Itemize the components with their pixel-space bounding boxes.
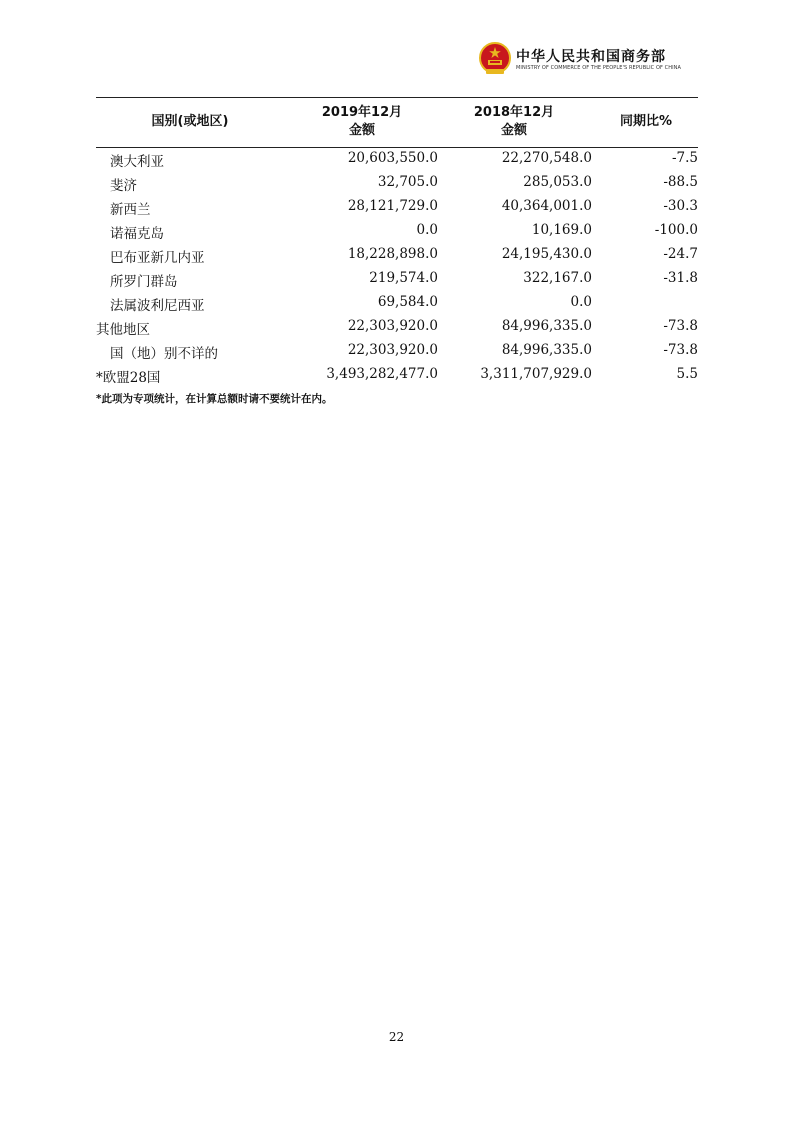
row-yoy: -88.5 [663, 174, 698, 190]
table-row [96, 268, 698, 292]
table-row [96, 364, 698, 388]
table-row [96, 316, 698, 340]
row-amount-2019: 22,303,920.0 [347, 318, 438, 334]
row-amount-2018: 0.0 [570, 294, 592, 310]
header-2018-line1: 2018年12月 [473, 105, 555, 120]
header-2018-line2: 金额 [500, 123, 527, 138]
row-amount-2018: 24,195,430.0 [501, 246, 592, 262]
row-amount-2019: 0.0 [416, 222, 438, 238]
row-amount-2018: 84,996,335.0 [501, 318, 592, 334]
row-name: 澳大利亚 [110, 154, 164, 170]
table-row [96, 148, 698, 172]
table-top-rule [96, 97, 698, 98]
row-amount-2018: 10,169.0 [531, 222, 592, 238]
row-yoy: -73.8 [663, 318, 698, 334]
row-amount-2019: 20,603,550.0 [347, 150, 438, 166]
row-yoy: 5.5 [676, 366, 698, 382]
row-amount-2019: 3,493,282,477.0 [326, 366, 438, 382]
row-amount-2019: 32,705.0 [377, 174, 438, 190]
row-amount-2019: 28,121,729.0 [347, 198, 438, 214]
row-yoy: -7.5 [671, 150, 698, 166]
row-yoy: -24.7 [663, 246, 698, 262]
header-country: 国别(或地区) [151, 114, 229, 129]
row-name: 法属波利尼西亚 [110, 298, 205, 314]
row-amount-2018: 40,364,001.0 [501, 198, 592, 214]
row-amount-2018: 84,996,335.0 [501, 342, 592, 358]
ministry-logo [478, 42, 682, 78]
row-yoy: -30.3 [663, 198, 698, 214]
ministry-name-en: MINISTRY OF COMMERCE OF THE PEOPLE'S REPUBLIC OF CHINA [516, 65, 682, 71]
table-row [96, 340, 698, 364]
row-name: 国（地）别不详的 [110, 346, 218, 362]
row-amount-2018: 22,270,548.0 [501, 150, 592, 166]
header-yoy: 同期比% [619, 114, 673, 129]
row-yoy: -31.8 [663, 270, 698, 286]
row-name: *欧盟28国 [96, 370, 161, 386]
row-amount-2019: 22,303,920.0 [347, 342, 438, 358]
row-amount-2018: 3,311,707,929.0 [480, 366, 592, 382]
row-amount-2019: 69,584.0 [377, 294, 438, 310]
row-name: 诺福克岛 [110, 226, 164, 242]
table-row [96, 196, 698, 220]
row-name: 所罗门群岛 [110, 274, 178, 290]
row-amount-2018: 322,167.0 [523, 270, 592, 286]
row-yoy: -100.0 [654, 222, 698, 238]
header-2019-line2: 金额 [348, 123, 375, 138]
national-emblem-icon [478, 42, 512, 76]
ministry-name-cn: 中华人民共和国商务部 [516, 49, 666, 65]
row-name: 斐济 [110, 178, 137, 194]
page-number: 22 [388, 1030, 405, 1044]
table-row [96, 292, 698, 316]
row-amount-2018: 285,053.0 [523, 174, 592, 190]
footnote: *此项为专项统计，在计算总额时请不要统计在内。 [96, 393, 333, 405]
table-row [96, 172, 698, 196]
table-row [96, 244, 698, 268]
table-row [96, 220, 698, 244]
row-name: 新西兰 [110, 202, 151, 218]
row-amount-2019: 18,228,898.0 [347, 246, 438, 262]
row-yoy: -73.8 [663, 342, 698, 358]
row-name: 巴布亚新几内亚 [110, 250, 205, 266]
row-amount-2019: 219,574.0 [369, 270, 438, 286]
row-name: 其他地区 [96, 322, 150, 338]
header-2019-line1: 2019年12月 [321, 105, 403, 120]
